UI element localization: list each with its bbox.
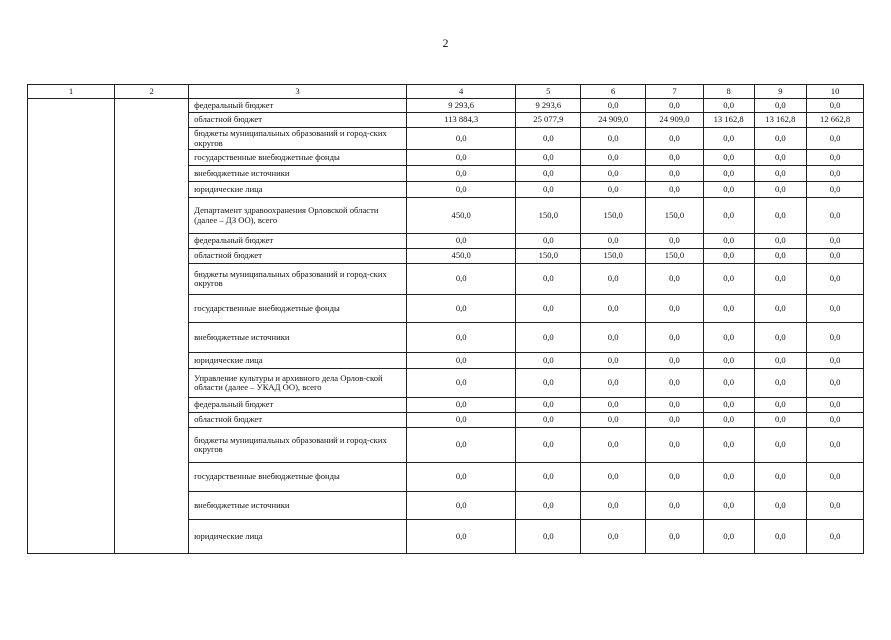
row-label: областной бюджет — [189, 113, 407, 128]
value-cell: 0,0 — [754, 295, 807, 323]
column-header: 4 — [406, 85, 515, 99]
value-cell: 0,0 — [703, 463, 754, 492]
value-cell: 0,0 — [646, 492, 704, 520]
value-cell: 0,0 — [406, 413, 515, 428]
value-cell: 0,0 — [581, 128, 646, 150]
value-cell: 0,0 — [406, 353, 515, 369]
value-cell: 0,0 — [807, 413, 864, 428]
value-cell: 0,0 — [406, 463, 515, 492]
value-cell: 9 293,6 — [516, 99, 581, 113]
value-cell: 150,0 — [646, 198, 704, 234]
value-cell: 0,0 — [581, 520, 646, 554]
value-cell: 0,0 — [754, 492, 807, 520]
value-cell: 0,0 — [516, 463, 581, 492]
row-label: бюджеты муниципальных образований и город-ских округов — [189, 128, 407, 150]
value-cell: 0,0 — [581, 398, 646, 413]
row-label: юридические лица — [189, 353, 407, 369]
value-cell: 0,0 — [581, 166, 646, 182]
value-cell: 0,0 — [581, 369, 646, 398]
value-cell: 0,0 — [754, 520, 807, 554]
value-cell: 0,0 — [754, 128, 807, 150]
value-cell: 0,0 — [754, 99, 807, 113]
value-cell: 0,0 — [406, 166, 515, 182]
value-cell: 0,0 — [754, 249, 807, 264]
value-cell: 0,0 — [516, 323, 581, 353]
row-label: областной бюджет — [189, 413, 407, 428]
row-label: юридические лица — [189, 182, 407, 198]
value-cell: 0,0 — [406, 182, 515, 198]
value-cell: 0,0 — [516, 166, 581, 182]
value-cell: 0,0 — [516, 353, 581, 369]
value-cell: 9 293,6 — [406, 99, 515, 113]
value-cell: 0,0 — [754, 463, 807, 492]
value-cell: 0,0 — [406, 128, 515, 150]
value-cell: 0,0 — [516, 413, 581, 428]
value-cell: 150,0 — [646, 249, 704, 264]
value-cell: 150,0 — [581, 198, 646, 234]
value-cell: 0,0 — [807, 369, 864, 398]
value-cell: 150,0 — [516, 198, 581, 234]
value-cell: 0,0 — [646, 166, 704, 182]
value-cell: 0,0 — [807, 128, 864, 150]
row-label: внебюджетные источники — [189, 323, 407, 353]
row-label: государственные внебюджетные фонды — [189, 150, 407, 166]
value-cell: 150,0 — [581, 249, 646, 264]
column-header: 9 — [754, 85, 807, 99]
value-cell: 0,0 — [703, 166, 754, 182]
value-cell: 0,0 — [703, 128, 754, 150]
value-cell: 0,0 — [516, 128, 581, 150]
column-header: 2 — [115, 85, 189, 99]
value-cell: 0,0 — [581, 428, 646, 463]
value-cell: 0,0 — [581, 353, 646, 369]
value-cell: 0,0 — [646, 520, 704, 554]
value-cell: 0,0 — [807, 353, 864, 369]
value-cell: 450,0 — [406, 198, 515, 234]
value-cell: 0,0 — [754, 353, 807, 369]
row-label: Департамент здравоохранения Орловской области (далее – ДЗ ОО), всего — [189, 198, 407, 234]
value-cell: 0,0 — [807, 182, 864, 198]
value-cell: 0,0 — [754, 150, 807, 166]
row-label: федеральный бюджет — [189, 234, 407, 249]
value-cell: 0,0 — [581, 295, 646, 323]
value-cell: 0,0 — [646, 234, 704, 249]
value-cell: 0,0 — [807, 249, 864, 264]
value-cell: 12 662,8 — [807, 113, 864, 128]
row-label: государственные внебюджетные фонды — [189, 295, 407, 323]
value-cell: 0,0 — [581, 492, 646, 520]
value-cell: 0,0 — [754, 166, 807, 182]
value-cell: 0,0 — [406, 492, 515, 520]
value-cell: 0,0 — [516, 369, 581, 398]
value-cell: 0,0 — [807, 166, 864, 182]
value-cell: 0,0 — [754, 413, 807, 428]
value-cell: 0,0 — [581, 264, 646, 295]
value-cell: 0,0 — [807, 295, 864, 323]
value-cell: 0,0 — [516, 398, 581, 413]
value-cell: 0,0 — [581, 182, 646, 198]
value-cell: 0,0 — [406, 234, 515, 249]
value-cell: 0,0 — [646, 99, 704, 113]
value-cell: 0,0 — [703, 182, 754, 198]
column-header: 5 — [516, 85, 581, 99]
value-cell: 0,0 — [646, 264, 704, 295]
column-header: 3 — [189, 85, 407, 99]
value-cell: 0,0 — [581, 323, 646, 353]
value-cell: 0,0 — [516, 428, 581, 463]
value-cell: 0,0 — [406, 520, 515, 554]
value-cell: 0,0 — [646, 463, 704, 492]
value-cell: 0,0 — [646, 398, 704, 413]
value-cell: 0,0 — [703, 398, 754, 413]
value-cell: 0,0 — [406, 264, 515, 295]
row-label: внебюджетные источники — [189, 166, 407, 182]
value-cell: 0,0 — [754, 398, 807, 413]
value-cell: 0,0 — [754, 428, 807, 463]
row-label: бюджеты муниципальных образований и город-ских округов — [189, 264, 407, 295]
row-label: федеральный бюджет — [189, 99, 407, 113]
value-cell: 0,0 — [406, 369, 515, 398]
value-cell: 0,0 — [807, 150, 864, 166]
column-header: 10 — [807, 85, 864, 99]
column-header: 1 — [28, 85, 115, 99]
value-cell: 0,0 — [754, 369, 807, 398]
value-cell: 0,0 — [646, 369, 704, 398]
value-cell: 0,0 — [807, 234, 864, 249]
value-cell: 113 884,3 — [406, 113, 515, 128]
value-cell: 0,0 — [754, 182, 807, 198]
value-cell: 0,0 — [406, 323, 515, 353]
value-cell: 0,0 — [807, 492, 864, 520]
page-number: 2 — [442, 36, 449, 50]
value-cell: 0,0 — [703, 428, 754, 463]
column-header: 7 — [646, 85, 704, 99]
value-cell: 0,0 — [406, 295, 515, 323]
value-cell: 0,0 — [807, 463, 864, 492]
row-label: областной бюджет — [189, 249, 407, 264]
value-cell: 0,0 — [754, 264, 807, 295]
value-cell: 0,0 — [754, 198, 807, 234]
value-cell: 0,0 — [646, 323, 704, 353]
value-cell: 0,0 — [406, 150, 515, 166]
value-cell: 0,0 — [516, 182, 581, 198]
value-cell: 0,0 — [581, 99, 646, 113]
column-header: 6 — [581, 85, 646, 99]
row-label: государственные внебюджетные фонды — [189, 463, 407, 492]
row-label: федеральный бюджет — [189, 398, 407, 413]
value-cell: 0,0 — [703, 492, 754, 520]
value-cell: 0,0 — [703, 323, 754, 353]
value-cell: 0,0 — [646, 128, 704, 150]
value-cell: 0,0 — [807, 520, 864, 554]
column-header: 8 — [703, 85, 754, 99]
value-cell: 0,0 — [581, 234, 646, 249]
value-cell: 0,0 — [703, 520, 754, 554]
value-cell: 150,0 — [516, 249, 581, 264]
value-cell: 0,0 — [581, 150, 646, 166]
value-cell: 0,0 — [646, 295, 704, 323]
value-cell: 0,0 — [703, 353, 754, 369]
col1-blank — [28, 99, 115, 554]
col2-blank — [115, 99, 189, 554]
header-row — [28, 85, 864, 99]
value-cell: 0,0 — [406, 428, 515, 463]
value-cell: 0,0 — [581, 463, 646, 492]
value-cell: 0,0 — [516, 520, 581, 554]
value-cell: 13 162,8 — [754, 113, 807, 128]
value-cell: 0,0 — [703, 264, 754, 295]
value-cell: 0,0 — [703, 249, 754, 264]
value-cell: 0,0 — [754, 323, 807, 353]
row-label: бюджеты муниципальных образований и город-ских округов — [189, 428, 407, 463]
value-cell: 0,0 — [703, 295, 754, 323]
value-cell: 0,0 — [406, 398, 515, 413]
table-row — [28, 99, 864, 113]
value-cell: 0,0 — [646, 428, 704, 463]
value-cell: 0,0 — [703, 150, 754, 166]
value-cell: 0,0 — [516, 295, 581, 323]
row-label: внебюджетные источники — [189, 492, 407, 520]
value-cell: 0,0 — [807, 264, 864, 295]
value-cell: 0,0 — [703, 369, 754, 398]
value-cell: 0,0 — [703, 198, 754, 234]
value-cell: 13 162,8 — [703, 113, 754, 128]
budget-table — [27, 84, 864, 554]
value-cell: 0,0 — [807, 198, 864, 234]
value-cell: 0,0 — [703, 234, 754, 249]
value-cell: 0,0 — [516, 150, 581, 166]
value-cell: 0,0 — [646, 353, 704, 369]
value-cell: 0,0 — [754, 234, 807, 249]
value-cell: 0,0 — [516, 492, 581, 520]
value-cell: 0,0 — [703, 413, 754, 428]
value-cell: 0,0 — [807, 428, 864, 463]
value-cell: 0,0 — [516, 234, 581, 249]
value-cell: 0,0 — [807, 99, 864, 113]
row-label: юридические лица — [189, 520, 407, 554]
value-cell: 450,0 — [406, 249, 515, 264]
value-cell: 0,0 — [646, 182, 704, 198]
value-cell: 0,0 — [807, 323, 864, 353]
value-cell: 24 909,0 — [581, 113, 646, 128]
value-cell: 0,0 — [646, 413, 704, 428]
value-cell: 0,0 — [703, 99, 754, 113]
value-cell: 0,0 — [646, 150, 704, 166]
value-cell: 25 077,9 — [516, 113, 581, 128]
row-label: Управление культуры и архивного дела Орлов-ской области (далее – УКАД ОО), всего — [189, 369, 407, 398]
value-cell: 0,0 — [516, 264, 581, 295]
value-cell: 24 909,0 — [646, 113, 704, 128]
value-cell: 0,0 — [807, 398, 864, 413]
value-cell: 0,0 — [581, 413, 646, 428]
